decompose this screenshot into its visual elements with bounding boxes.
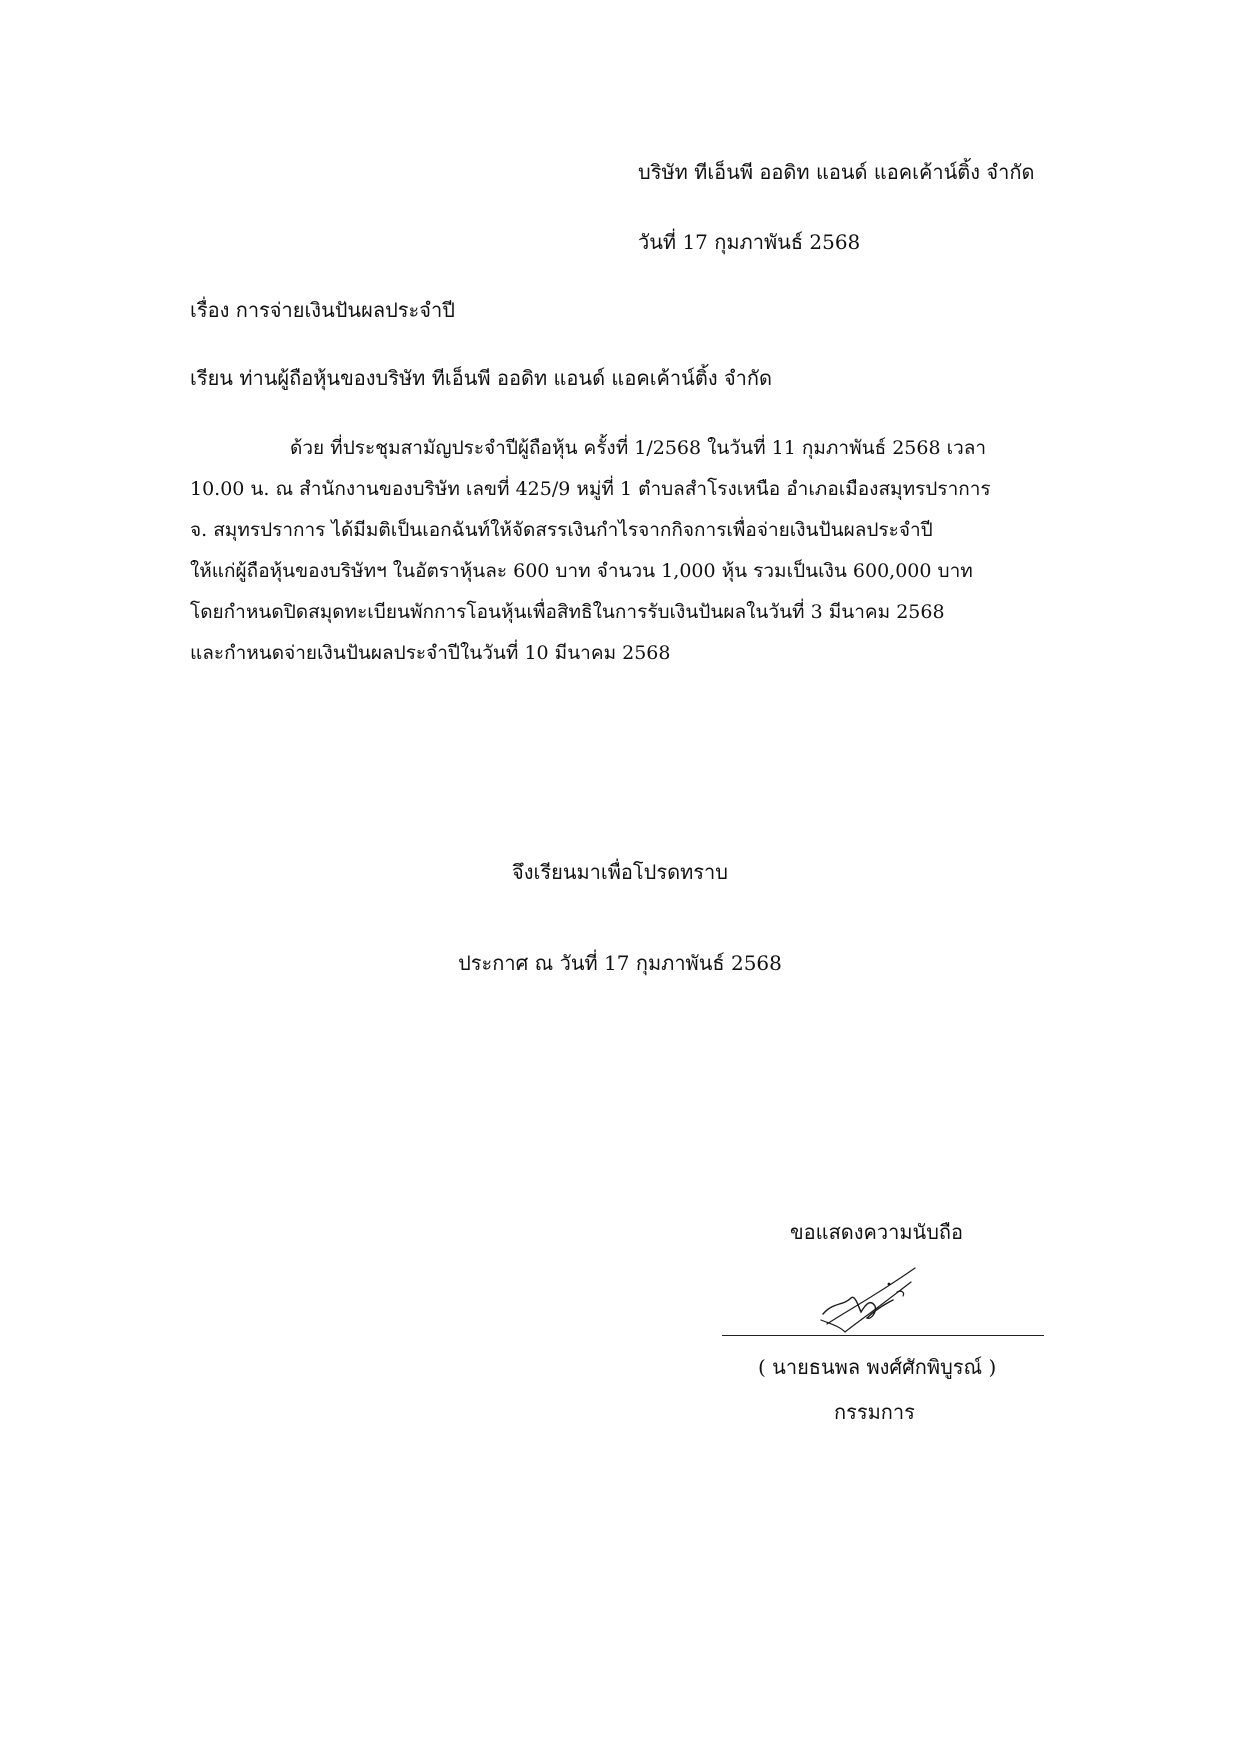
letter-salutation: เรียน ท่านผู้ถือหุ้นของบริษัท ทีเอ็นพี ออดิท แอนด์ แอคเค้าน์ติ้ง จำกัด: [190, 366, 772, 390]
signer-title: กรรมการ: [834, 1400, 915, 1424]
body-line: และกำหนดจ่ายเงินปันผลประจำปีในวันที่ 10 มีนาคม 2568: [190, 642, 671, 664]
company-name-header: บริษัท ทีเอ็นพี ออดิท แอนด์ แอคเค้าน์ติ้ง จำกัด: [638, 160, 1035, 184]
closing-statement: จึงเรียนมาเพื่อโปรดทราบ: [512, 860, 728, 884]
letter-subject: เรื่อง การจ่ายเงินปันผลประจำปี: [190, 298, 455, 322]
signature-line: [722, 1335, 1044, 1336]
letter-body: [190, 428, 1056, 674]
body-line: ด้วย ที่ประชุมสามัญประจำปีผู้ถือหุ้น ครั้งที่ 1/2568 ในวันที่ 11 กุมภาพันธ์ 2568 เวลา: [290, 437, 987, 459]
handwritten-signature: [815, 1262, 925, 1342]
body-line: จ. สมุทรปราการ ได้มีมติเป็นเอกฉันท์ให้จัดสรรเงินกำไรจากกิจการเพื่อจ่ายเงินปันผลประจำปี: [190, 519, 933, 541]
regards-text: ขอแสดงความนับถือ: [790, 1220, 964, 1244]
body-line: ให้แก่ผู้ถือหุ้นของบริษัทฯ ในอัตราหุ้นละ 600 บาท จำนวน 1,000 หุ้น รวมเป็นเงิน 600,000 บาท: [190, 560, 973, 582]
body-line: 10.00 น. ณ สำนักงานของบริษัท เลขที่ 425/9 หมู่ที่ 1 ตำบลสำโรงเหนือ อำเภอเมืองสมุทรปราการ: [190, 478, 991, 500]
body-line: โดยกำหนดปิดสมุดทะเบียนพักการโอนหุ้นเพื่อสิทธิในการรับเงินปันผลในวันที่ 3 มีนาคม 2568: [190, 601, 945, 623]
letter-date: วันที่ 17 กุมภาพันธ์ 2568: [638, 230, 861, 254]
announcement-date: ประกาศ ณ วันที่ 17 กุมภาพันธ์ 2568: [458, 951, 782, 975]
signer-name: ( นายธนพล พงศ์ศักพิบูรณ์ ): [758, 1355, 997, 1379]
